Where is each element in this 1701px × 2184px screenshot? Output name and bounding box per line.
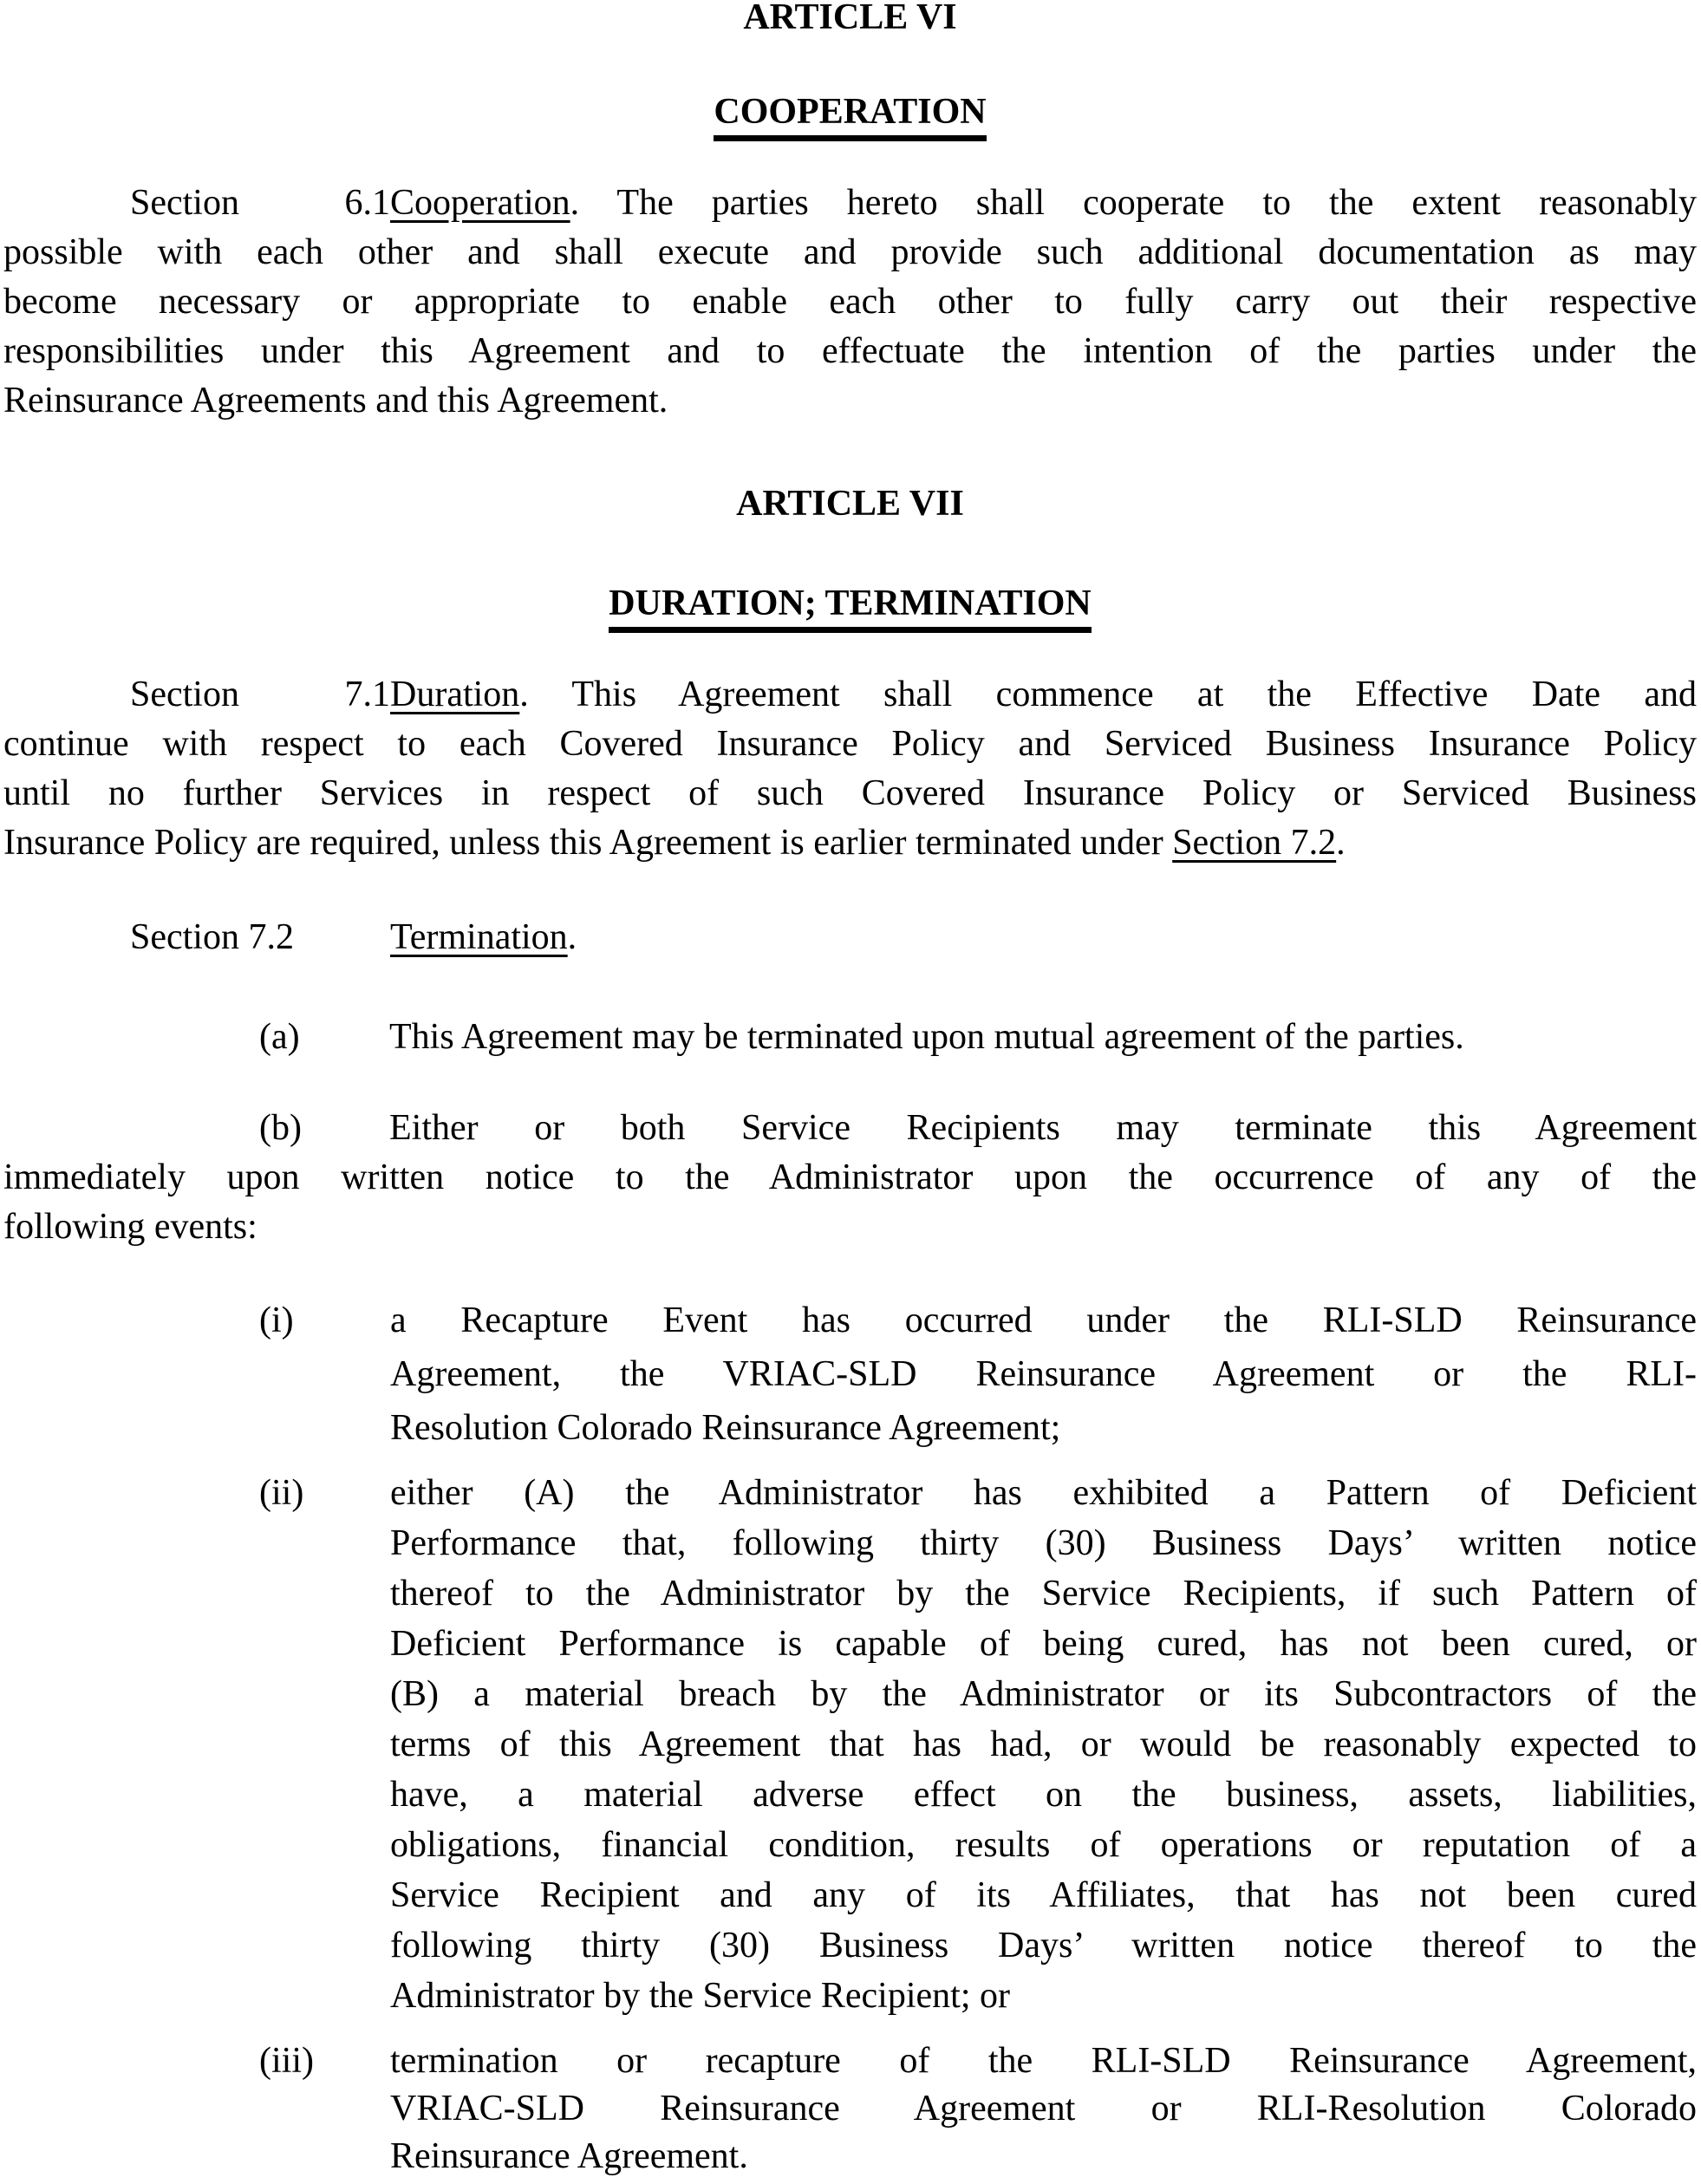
clause-a-paragraph	[3, 1013, 1697, 1062]
article-vii-heading: ARTICLE VII	[736, 484, 964, 524]
text-segment: Service Recipient and any of its Affiliates, that has not been cured	[390, 1875, 1697, 1915]
text-segment: Reinsurance Agreements and this Agreement.	[3, 381, 668, 421]
text-line	[390, 1719, 1697, 1770]
text-line	[3, 1104, 1697, 1153]
cooperation-heading	[3, 88, 1697, 137]
text-line	[390, 2037, 1697, 2085]
text-line	[3, 1013, 1697, 1062]
text-line	[390, 1568, 1697, 1619]
text-line	[3, 1203, 1697, 1252]
text-segment: have, a material adverse effect on the business, assets, liabilities,	[390, 1775, 1697, 1815]
text-segment: possible with each other and shall execute and provide such additional documentation as may	[3, 232, 1697, 272]
text-segment: (B) a material breach by the Administrator or its Subcontractors of the	[390, 1674, 1697, 1714]
text-line	[390, 2133, 1697, 2181]
text-segment: become necessary or appropriate to enable each other to fully carry out their respective	[3, 282, 1697, 322]
text-segment: Section 6.1	[130, 183, 390, 223]
text-segment: responsibilities under this Agreement and to effectuate the intention of the parties under the	[3, 331, 1697, 371]
text-segment: continue with respect to each Covered Insurance Policy and Serviced Business Insurance Policy	[3, 724, 1697, 764]
text-line	[390, 2085, 1697, 2133]
section-7-2-heading	[3, 913, 1697, 962]
text-line	[390, 1971, 1697, 2021]
text-line	[390, 1518, 1697, 1568]
text-segment: Resolution Colorado Reinsurance Agreement;	[390, 1408, 1061, 1448]
text-line	[3, 228, 1697, 277]
text-line	[3, 1153, 1697, 1203]
text-line	[3, 277, 1697, 327]
underlined-text: Cooperation	[390, 183, 570, 223]
text-segment: This Agreement may be terminated upon mutual agreement of the parties.	[389, 1017, 1464, 1057]
text-line	[390, 1468, 1697, 1518]
text-segment: Reinsurance Agreement.	[390, 2136, 748, 2176]
clause-label: (i)	[259, 1301, 294, 1340]
text-line	[390, 1669, 1697, 1719]
text-segment: (b)	[259, 1108, 302, 1148]
text-segment: VRIAC-SLD Reinsurance Agreement or RLI-Resolution Colorado	[390, 2089, 1697, 2129]
text-segment: Performance that, following thirty (30) Business Days’ written notice	[390, 1523, 1697, 1563]
text-line	[3, 913, 1697, 962]
text-line	[390, 1347, 1697, 1401]
text-segment: terms of this Agreement that has had, or would be reasonably expected to	[390, 1724, 1697, 1764]
duration-termination-heading	[3, 579, 1697, 629]
underlined-text: Section 7.2	[1172, 823, 1337, 863]
text-segment: Insurance Policy are required, unless this Agreement is earlier terminated under	[3, 823, 1173, 863]
text-segment: Either or both Service Recipients may terminate this Agreement	[389, 1108, 1697, 1148]
text-line	[3, 179, 1697, 228]
text-line	[390, 1770, 1697, 1820]
cooperation-heading-text: COOPERATION	[714, 92, 986, 141]
text-segment: Deficient Performance is capable of being cured, has not been cured, or	[390, 1624, 1697, 1664]
text-line	[3, 769, 1697, 818]
text-segment: termination or recapture of the RLI-SLD Reinsurance Agreement,	[390, 2041, 1697, 2081]
text-segment: Administrator by the Service Recipient; or	[390, 1976, 1010, 2016]
text-segment: following events:	[3, 1207, 257, 1247]
text-segment: Agreement, the VRIAC-SLD Reinsurance Agreement or the RLI-	[390, 1354, 1697, 1394]
clause-b-paragraph	[3, 1104, 1697, 1252]
text-line	[390, 1820, 1697, 1870]
text-line	[3, 376, 1697, 426]
clause-label: (iii)	[259, 2041, 314, 2081]
section-7-1-paragraph	[3, 670, 1697, 868]
text-line	[390, 1920, 1697, 1971]
clause-label: (ii)	[259, 1473, 304, 1513]
article-vi-heading: ARTICLE VI	[743, 0, 957, 37]
underlined-text: Termination	[390, 917, 568, 957]
text-segment: following thirty (30) Business Days’ written notice thereof to the	[390, 1926, 1697, 1966]
underlined-text: Duration	[390, 675, 520, 714]
text-line	[390, 1401, 1697, 1455]
text-segment: . This Agreement shall commence at the Effective Date and	[519, 675, 1697, 714]
text-segment: thereof to the Administrator by the Service Recipients, if such Pattern of	[390, 1574, 1697, 1614]
text-segment: .	[567, 917, 577, 957]
text-segment: immediately upon written notice to the Administrator upon the occurrence of any of the	[3, 1157, 1697, 1197]
text-line	[390, 1870, 1697, 1920]
clause-ii-item	[3, 1468, 1697, 2021]
text-line	[3, 818, 1697, 868]
text-segment: obligations, financial condition, results of operations or reputation of a	[390, 1825, 1697, 1865]
text-segment: either (A) the Administrator has exhibited a Pattern of Deficient	[390, 1473, 1697, 1513]
text-segment: Section 7.2	[130, 917, 294, 957]
text-segment: until no further Services in respect of such Covered Insurance Policy or Serviced Business	[3, 773, 1697, 813]
text-line	[3, 720, 1697, 769]
text-segment: (a)	[259, 1017, 300, 1057]
text-line	[390, 1619, 1697, 1669]
text-line	[3, 670, 1697, 720]
text-line	[390, 1294, 1697, 1347]
text-segment: . The parties hereto shall cooperate to the extent reasonably	[570, 183, 1697, 223]
text-segment: a Recapture Event has occurred under the RLI-SLD Reinsurance	[390, 1301, 1697, 1340]
text-segment: .	[1336, 823, 1346, 863]
clause-i-item	[3, 1294, 1697, 1455]
clause-iii-item	[3, 2037, 1697, 2181]
duration-termination-heading-text: DURATION; TERMINATION	[609, 583, 1092, 633]
section-6-1-paragraph	[3, 179, 1697, 426]
text-line	[3, 327, 1697, 376]
text-segment: Section 7.1	[130, 675, 390, 714]
